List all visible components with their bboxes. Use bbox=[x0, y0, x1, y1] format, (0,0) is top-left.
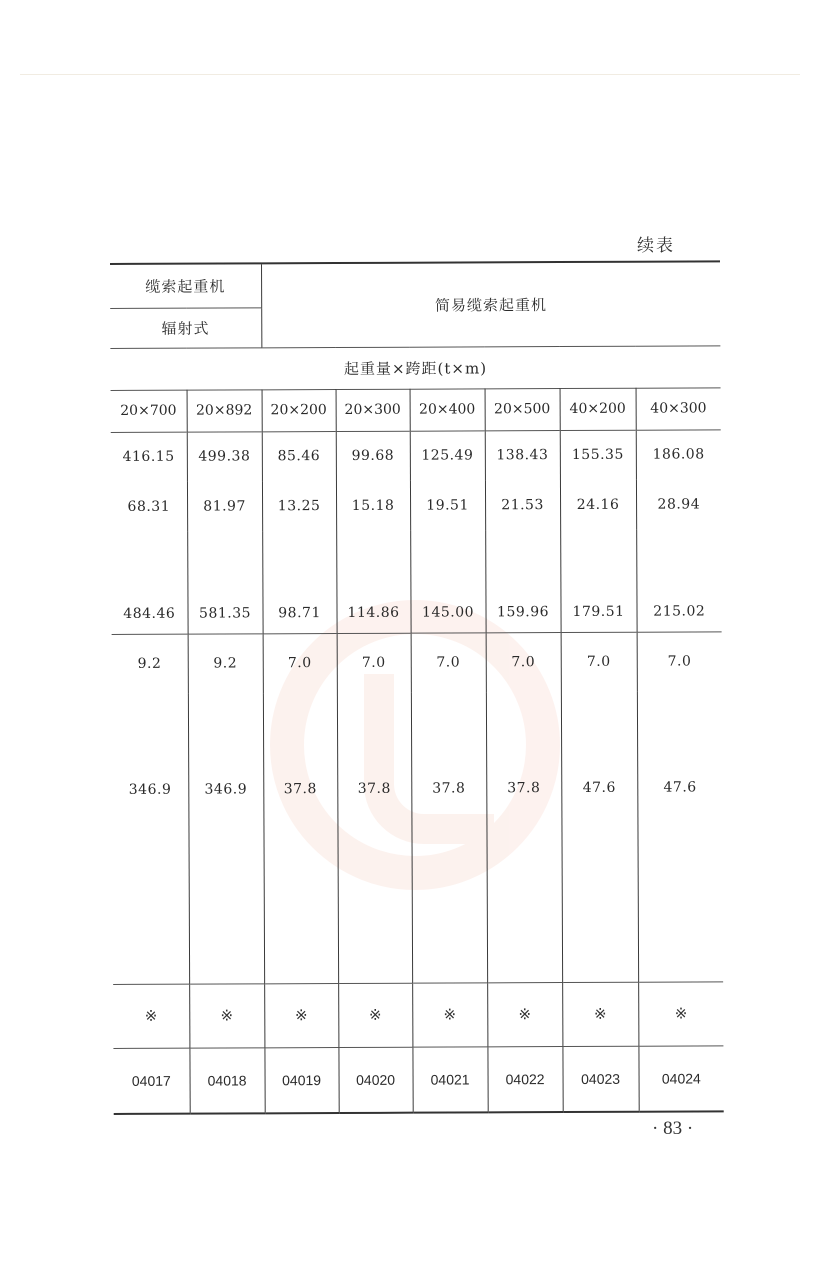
spec-row-e bbox=[112, 691, 723, 984]
value-cell: 85.46 bbox=[262, 431, 336, 481]
value-cell: 47.6 bbox=[637, 691, 723, 981]
crane-type-cell: 缆索起重机 bbox=[110, 263, 261, 308]
mark-cell: ※ bbox=[189, 983, 264, 1047]
value-cell: 215.02 bbox=[636, 529, 721, 631]
value-cell: 179.51 bbox=[560, 530, 636, 632]
value-cell: 346.9 bbox=[112, 694, 189, 984]
code-cell: 04018 bbox=[189, 1047, 264, 1113]
page-number: · 83 · bbox=[652, 1118, 694, 1139]
code-cell: 04024 bbox=[638, 1045, 723, 1111]
value-cell: 15.18 bbox=[336, 481, 410, 531]
value-cell: 28.94 bbox=[636, 479, 721, 529]
price-table bbox=[110, 260, 724, 1115]
mark-cell: ※ bbox=[412, 982, 487, 1046]
code-cell: 04022 bbox=[487, 1046, 562, 1112]
value-cell: 7.0 bbox=[337, 633, 411, 693]
spec-row bbox=[111, 387, 721, 432]
value-cell: 138.43 bbox=[485, 430, 560, 480]
value-cell: 9.2 bbox=[112, 634, 188, 694]
mark-cell: ※ bbox=[113, 984, 189, 1048]
value-cell: 159.96 bbox=[485, 530, 560, 632]
value-cell: 7.0 bbox=[411, 632, 486, 692]
spec-cell: 20×300 bbox=[336, 389, 410, 431]
page-top-rule bbox=[20, 74, 800, 75]
value-cell: 47.6 bbox=[561, 692, 638, 982]
mark-row bbox=[113, 981, 723, 1048]
value-cell: 37.8 bbox=[337, 693, 412, 983]
mark-cell: ※ bbox=[562, 982, 638, 1046]
spec-cell: 20×200 bbox=[262, 389, 336, 431]
value-cell: 346.9 bbox=[188, 693, 264, 983]
simple-crane-header: 简易缆索起重机 bbox=[261, 261, 720, 347]
value-cell: 114.86 bbox=[336, 531, 410, 633]
value-cell: 68.31 bbox=[111, 482, 187, 532]
value-cell: 13.25 bbox=[262, 481, 336, 531]
value-cell: 7.0 bbox=[263, 633, 337, 693]
code-cell: 04020 bbox=[338, 1047, 412, 1113]
value-cell: 7.0 bbox=[561, 632, 637, 692]
value-cell: 37.8 bbox=[486, 692, 562, 982]
cost-row-a bbox=[111, 429, 721, 482]
value-cell: 19.51 bbox=[410, 480, 485, 530]
value-cell: 7.0 bbox=[486, 632, 561, 692]
cost-row-b bbox=[111, 479, 721, 532]
code-cell: 04021 bbox=[412, 1046, 487, 1112]
value-cell: 125.49 bbox=[410, 430, 485, 480]
spec-cell: 20×700 bbox=[111, 390, 187, 432]
spec-cell: 40×200 bbox=[560, 388, 636, 430]
value-cell: 37.8 bbox=[263, 693, 338, 983]
spec-cell: 20×892 bbox=[187, 389, 262, 431]
radial-type-cell: 辐射式 bbox=[110, 307, 261, 348]
value-cell: 484.46 bbox=[111, 532, 187, 634]
cost-row-c bbox=[111, 529, 721, 634]
code-cell: 04019 bbox=[264, 1047, 338, 1113]
code-cell: 04017 bbox=[113, 1048, 189, 1114]
value-cell: 155.35 bbox=[560, 430, 636, 480]
spec-row-d bbox=[112, 631, 722, 694]
value-cell: 416.15 bbox=[111, 432, 187, 482]
spec-cell: 20×400 bbox=[410, 388, 485, 430]
value-cell: 145.00 bbox=[410, 530, 485, 632]
mark-cell: ※ bbox=[487, 982, 562, 1046]
continued-label: 续表 bbox=[637, 236, 675, 256]
value-cell: 37.8 bbox=[411, 692, 487, 982]
span-header-row bbox=[110, 345, 720, 390]
code-row bbox=[113, 1045, 723, 1114]
value-cell: 98.71 bbox=[262, 531, 336, 633]
spec-cell: 20×500 bbox=[485, 388, 560, 430]
mark-cell: ※ bbox=[338, 983, 412, 1047]
value-cell: 499.38 bbox=[187, 431, 262, 481]
value-cell: 24.16 bbox=[560, 480, 636, 530]
mark-cell: ※ bbox=[638, 981, 723, 1045]
value-cell: 21.53 bbox=[485, 480, 560, 530]
value-cell: 99.68 bbox=[336, 431, 410, 481]
mark-cell: ※ bbox=[264, 983, 338, 1047]
value-cell: 581.35 bbox=[187, 531, 262, 633]
value-cell: 81.97 bbox=[187, 481, 262, 531]
code-cell: 04023 bbox=[562, 1046, 638, 1112]
spec-cell: 40×300 bbox=[636, 387, 721, 429]
capacity-span-header: 起重量×跨距(t×m) bbox=[110, 345, 720, 390]
value-cell: 7.0 bbox=[637, 631, 722, 691]
value-cell: 186.08 bbox=[636, 429, 721, 479]
value-cell: 9.2 bbox=[188, 633, 263, 693]
header-row-1 bbox=[110, 261, 720, 308]
